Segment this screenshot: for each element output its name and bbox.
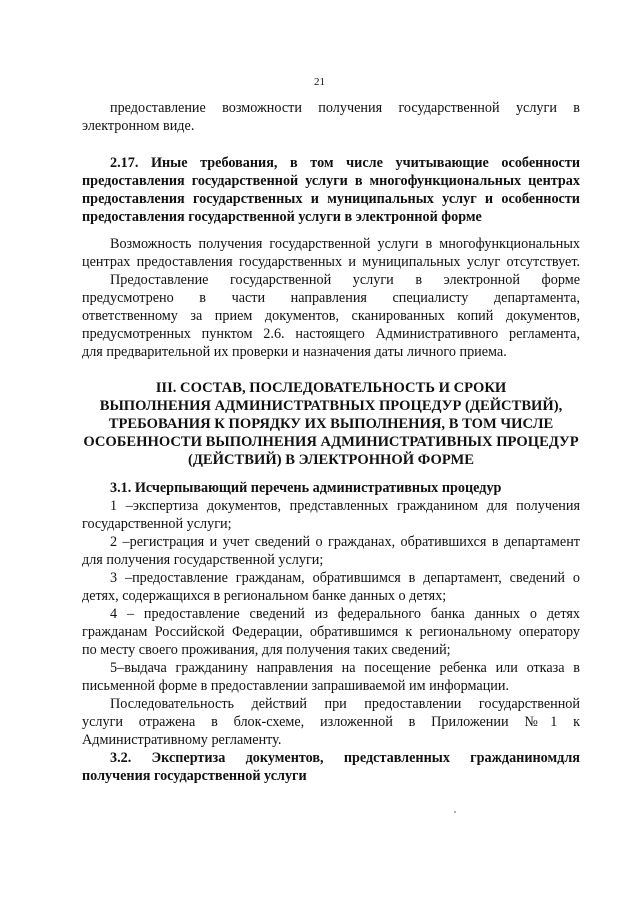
- text-line: для получения государственной услуги;: [82, 552, 324, 568]
- section-heading-line: (ДЕЙСТВИЙ) В ЭЛЕКТРОННОЙ ФОРМЕ: [188, 452, 474, 468]
- section-heading-line: ТРЕБОВАНИЯ К ПОРЯДКУ ИХ ВЫПОЛНЕНИЯ, В ТОМ ЧИСЛЕ: [108, 416, 554, 432]
- text-line: Последовательность действий при предоставлении государственной: [110, 696, 580, 712]
- text-line: Возможность получения государственной услуги в многофункциональных: [110, 236, 580, 252]
- section-heading-line: ОСОБЕННОСТИ ВЫПОЛНЕНИЯ АДМИНИСТРАТИВНЫХ ПРОЦЕДУР: [83, 434, 579, 450]
- scan-speck: [454, 811, 456, 813]
- heading-line: 2.17. Иные требования, в том числе учитывающие особенности: [110, 155, 580, 171]
- text-line: для предварительной их проверки и назначения даты личного приема.: [82, 344, 507, 360]
- page-number: 21: [314, 76, 325, 88]
- text-line: услуги отражена в блок-схеме, изложенной в Приложении №1 к: [82, 714, 580, 730]
- heading-line: предоставления государственной услуги в электронной форме: [82, 209, 482, 225]
- text-line: 5–выдача гражданину направления на посещение ребенка или отказа в: [110, 660, 580, 676]
- text-line: письменной форме в предоставлении запрашиваемой им информации.: [82, 678, 510, 694]
- heading-line: предоставления государственных и муниципальных услуг и особенности: [82, 191, 580, 207]
- text-line: предусмотрено в части направления специалисту департамента,: [82, 290, 580, 306]
- text-line: Административному регламенту.: [82, 732, 282, 748]
- section-heading-line: III. СОСТАВ, ПОСЛЕДОВАТЕЛЬНОСТЬ И СРОКИ: [155, 380, 507, 396]
- text-line: электронном виде.: [82, 118, 195, 134]
- text-line: гражданам Российской Федерации, обратившимся к региональному оператору: [82, 624, 580, 640]
- heading-line: получения государственной услуги: [82, 768, 307, 784]
- text-line: детях, содержащихся в региональном банке данных о детях;: [82, 588, 447, 604]
- text-line: государственной услуги;: [82, 516, 232, 532]
- text-line: 1 –экспертиза документов, представленных гражданином для получения: [110, 498, 580, 514]
- text-line: 3 –предоставление гражданам, обратившимся в департамент, сведений о: [110, 570, 580, 586]
- text-line: центрах предоставления государственных и муниципальных услуг отсутствует.: [82, 254, 580, 270]
- text-line: Предоставление государственной услуги в электронной форме: [110, 272, 580, 288]
- text-line: по месту своего проживания, для получения таких сведений;: [82, 642, 451, 658]
- text-line: 2 –регистрация и учет сведений о гражданах, обратившихся в департамент: [110, 534, 580, 550]
- text-line: ответственному за прием документов, сканированных копий документов,: [82, 308, 580, 324]
- text-line: предоставление возможности получения государственной услуги в: [110, 100, 580, 116]
- text-line: 4 – предоставление сведений из федерального банка данных о детях: [110, 606, 580, 622]
- heading-line: 3.2. Экспертиза документов, представленных гражданиномдля: [110, 750, 580, 766]
- section-heading-line: ВЫПОЛНЕНИЯ АДМИНИСТРАТВНЫХ ПРОЦЕДУР (ДЕЙСТВИЙ),: [99, 398, 563, 414]
- heading-line: 3.1. Исчерпывающий перечень административных процедур: [110, 480, 502, 496]
- text-line: предусмотренных пунктом 2.6. настоящего Административного регламента,: [82, 326, 580, 342]
- heading-line: предоставления государственной услуги в многофункциональных центрах: [82, 173, 580, 189]
